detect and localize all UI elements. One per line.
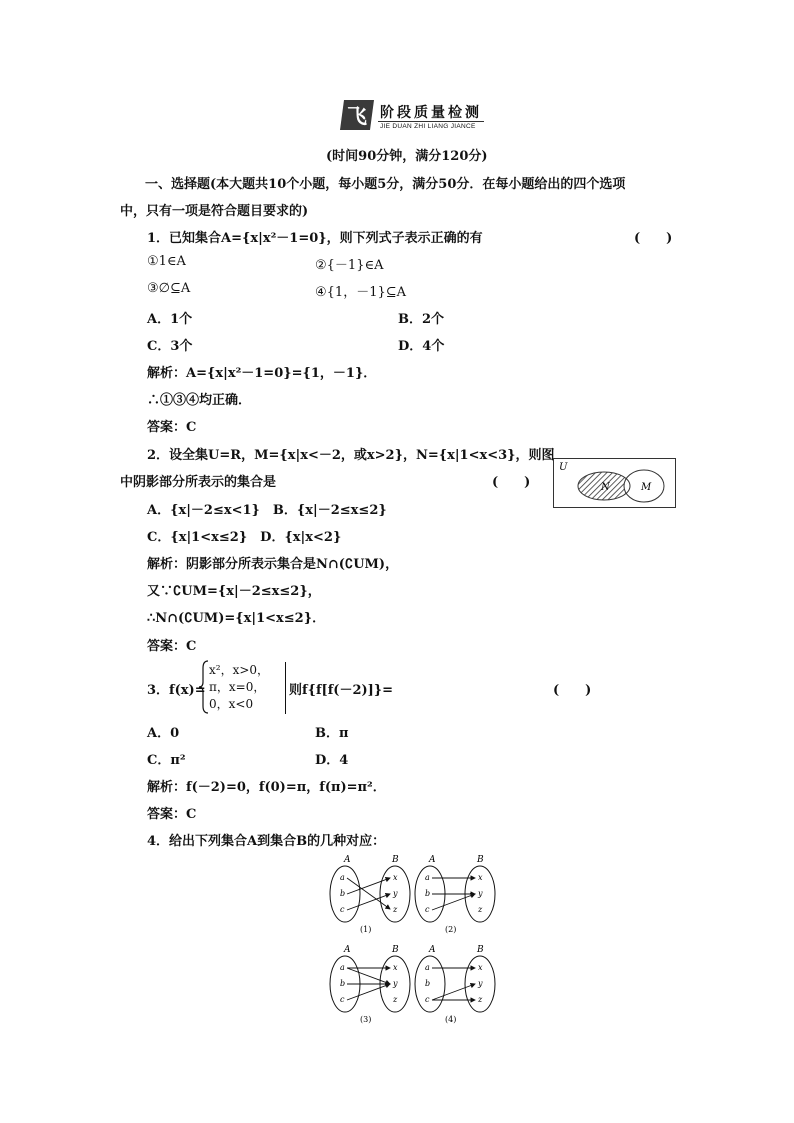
svg-text:z: z	[393, 995, 398, 1004]
svg-text:x: x	[393, 963, 398, 972]
svg-text:c: c	[340, 905, 345, 914]
section-title: 阶段质量检测	[380, 105, 482, 121]
section-title-pinyin: JIE DUAN ZHI LIANG JIANCE	[380, 123, 476, 130]
venn-label-m: M	[641, 482, 652, 493]
q4-stem: 4．给出下列集合A到集合B的几种对应：	[147, 834, 386, 849]
svg-text:a: a	[340, 963, 345, 972]
section-title-underline	[378, 121, 484, 122]
svg-text:A: A	[344, 945, 351, 955]
q3-suffix: 则f{f[f(－2)]}=	[289, 683, 394, 698]
mapping-diagram-3	[330, 945, 410, 1024]
q1-option-b: B．2个	[398, 312, 445, 327]
svg-text:x: x	[478, 963, 483, 972]
q3-analysis: 解析：f(－2)=0，f(0)=π，f(π)=π²．	[147, 780, 386, 795]
q1-statement-1: ①1∈A	[147, 254, 186, 269]
svg-text:a: a	[425, 963, 430, 972]
header-logo	[340, 100, 374, 130]
logo-glyph: 飞	[347, 104, 367, 128]
svg-text:c: c	[425, 995, 430, 1004]
q2-answer: 答案：C	[147, 639, 197, 654]
svg-text:(2): (2)	[445, 925, 457, 934]
svg-text:B: B	[477, 945, 484, 955]
mapping-diagrams-svg	[320, 850, 510, 1030]
svg-text:B: B	[392, 855, 399, 865]
q2-stem-1: 2．设全集U=R，M={x|x<－2，或x>2}，N={x|1<x<3}，则图	[147, 448, 555, 463]
svg-text:a: a	[340, 873, 345, 882]
q3-case-3: 0，x<0	[209, 697, 254, 711]
q2-paren: ( )	[492, 475, 531, 490]
svg-text:y: y	[478, 889, 483, 898]
svg-text:b: b	[425, 979, 431, 988]
svg-text:b: b	[340, 979, 346, 988]
q3-case-1: x²，x>0，	[209, 663, 270, 677]
q1-option-d: D．4个	[398, 339, 445, 354]
q3-option-c: C．π²	[147, 753, 186, 768]
q3-option-b: B．π	[315, 726, 349, 741]
svg-text:a: a	[425, 873, 430, 882]
svg-text:b: b	[425, 889, 431, 898]
q1-analysis-1: 解析：A={x|x²－1=0}={1，－1}．	[147, 366, 377, 381]
q2-options-ab: A．{x|－2≤x<1} B．{x|－2≤x≤2}	[147, 503, 387, 518]
svg-text:x: x	[478, 873, 483, 882]
svg-text:A: A	[429, 945, 436, 955]
svg-text:z: z	[478, 995, 483, 1004]
svg-text:z: z	[393, 905, 398, 914]
q2-options-cd: C．{x|1<x≤2} D．{x|x<2}	[147, 530, 342, 545]
mapping-diagrams	[320, 850, 510, 1030]
q1-statement-2: ②{－1}∈A	[315, 258, 384, 273]
section-heading-line1: 一、选择题(本大题共10个小题，每小题5分，满分50分．在每小题给出的四个选项	[145, 177, 626, 192]
mapping-diagram-4	[415, 945, 495, 1024]
venn-label-u: U	[559, 462, 568, 473]
svg-text:(3): (3)	[360, 1015, 372, 1024]
venn-diagram	[553, 458, 676, 508]
logo-icon	[340, 100, 374, 130]
q1-stem: 1．已知集合A={x|x²－1=0}，则下列式子表示正确的有	[147, 231, 483, 246]
q1-option-c: C．3个	[147, 339, 193, 354]
svg-text:x: x	[393, 873, 398, 882]
mapping-diagram-2	[415, 855, 495, 934]
q3-option-a: A．0	[147, 726, 180, 741]
svg-text:A: A	[429, 855, 436, 865]
q2-stem-2: 中阴影部分所表示的集合是	[120, 475, 277, 490]
q3-option-d: D．4	[315, 753, 349, 768]
q2-analysis-1: 解析：阴影部分所表示集合是N∩(∁UM)，	[147, 557, 399, 572]
q1-statement-3: ③∅⊆A	[147, 281, 191, 296]
svg-text:B: B	[477, 855, 484, 865]
venn-label-n: N	[601, 482, 610, 493]
q1-analysis-2: ∴①③④均正确．	[147, 393, 252, 408]
q1-option-a: A．1个	[147, 312, 193, 327]
q1-paren: ( )	[634, 231, 673, 246]
q1-statement-4: ④{1，－1}⊆A	[315, 285, 407, 300]
q1-answer: 答案：C	[147, 420, 197, 435]
svg-text:A: A	[344, 855, 351, 865]
svg-text:y: y	[393, 979, 398, 988]
q3-case-2: π，x=0，	[209, 680, 266, 694]
svg-text:B: B	[392, 945, 399, 955]
section-heading-line2: 中，只有一项是符合题目要求的)	[120, 204, 309, 219]
svg-text:y: y	[478, 979, 483, 988]
svg-text:y: y	[393, 889, 398, 898]
q3-answer: 答案：C	[147, 807, 197, 822]
svg-text:(1): (1)	[360, 925, 372, 934]
q3-paren: ( )	[553, 683, 592, 698]
svg-text:c: c	[425, 905, 430, 914]
time-note: (时间90分钟，满分120分)	[326, 149, 488, 164]
q2-analysis-2: 又∵∁UM={x|－2≤x≤2}，	[147, 584, 321, 599]
q3-brace-right	[279, 662, 286, 714]
q3-prefix: 3．f(x)=	[147, 683, 206, 698]
svg-text:c: c	[340, 995, 345, 1004]
q3-brace	[199, 660, 209, 714]
q2-analysis-3: ∴N∩(∁UM)={x|1<x≤2}．	[147, 611, 326, 626]
svg-text:z: z	[478, 905, 483, 914]
mapping-diagram-1	[330, 855, 410, 934]
svg-text:b: b	[340, 889, 346, 898]
svg-text:(4): (4)	[445, 1015, 457, 1024]
